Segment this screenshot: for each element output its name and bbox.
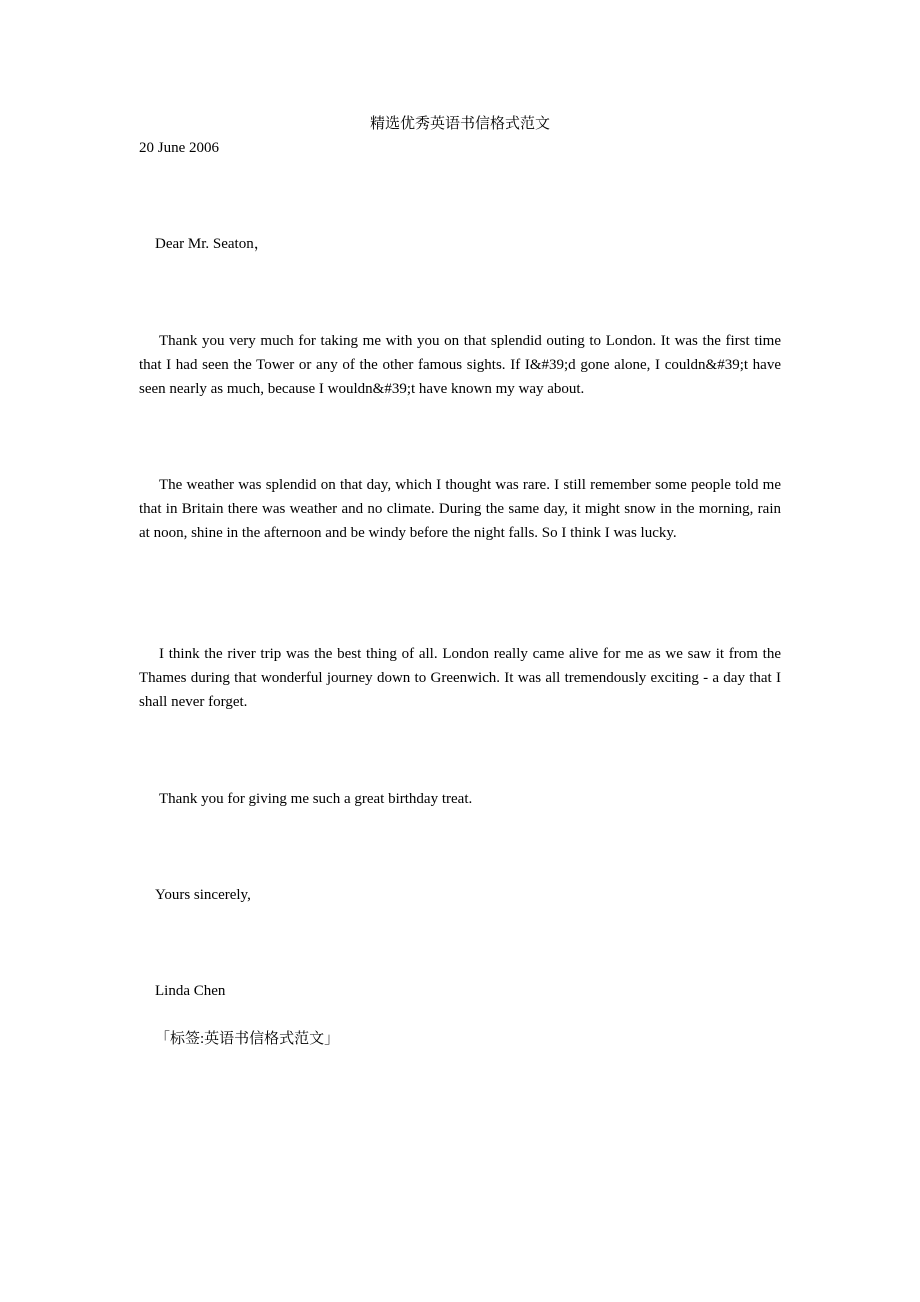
letter-paragraph-1: Thank you very much for taking me with you on that splendid outing to London. It was the first time that I had seen the Tower or any of the other famous sights. If I&#39;d gone alone, I couldn&#39;t have seen nearly as much, because I wouldn&#39;t have known my way about.: [139, 333, 781, 397]
document-tags: 「标签:英语书信格式范文」: [155, 1031, 340, 1047]
letter-paragraph-4: Thank you for giving me such a great birthday treat.: [159, 791, 473, 807]
letter-date: 20 June 2006: [139, 140, 219, 156]
document-title: 精选优秀英语书信格式范文: [369, 116, 550, 132]
letter-salutation: Dear Mr. Seaton，: [155, 236, 269, 252]
letter-signature: Linda Chen: [155, 983, 226, 999]
letter-closing: Yours sincerely,: [155, 887, 251, 903]
letter-paragraph-3: I think the river trip was the best thing of all. London really came alive for me as we saw it from the Thames during that wonderful journey down to Greenwich. It was all tremendously exciting - a day that I shall never forget.: [139, 646, 781, 710]
letter-paragraph-2: The weather was splendid on that day, which I thought was rare. I still remember some people told me that in Britain there was weather and no climate. During the same day, it might snow in the morning, rain at noon, shine in the afternoon and be windy before the night falls. So I think I was lucky.: [139, 477, 781, 541]
